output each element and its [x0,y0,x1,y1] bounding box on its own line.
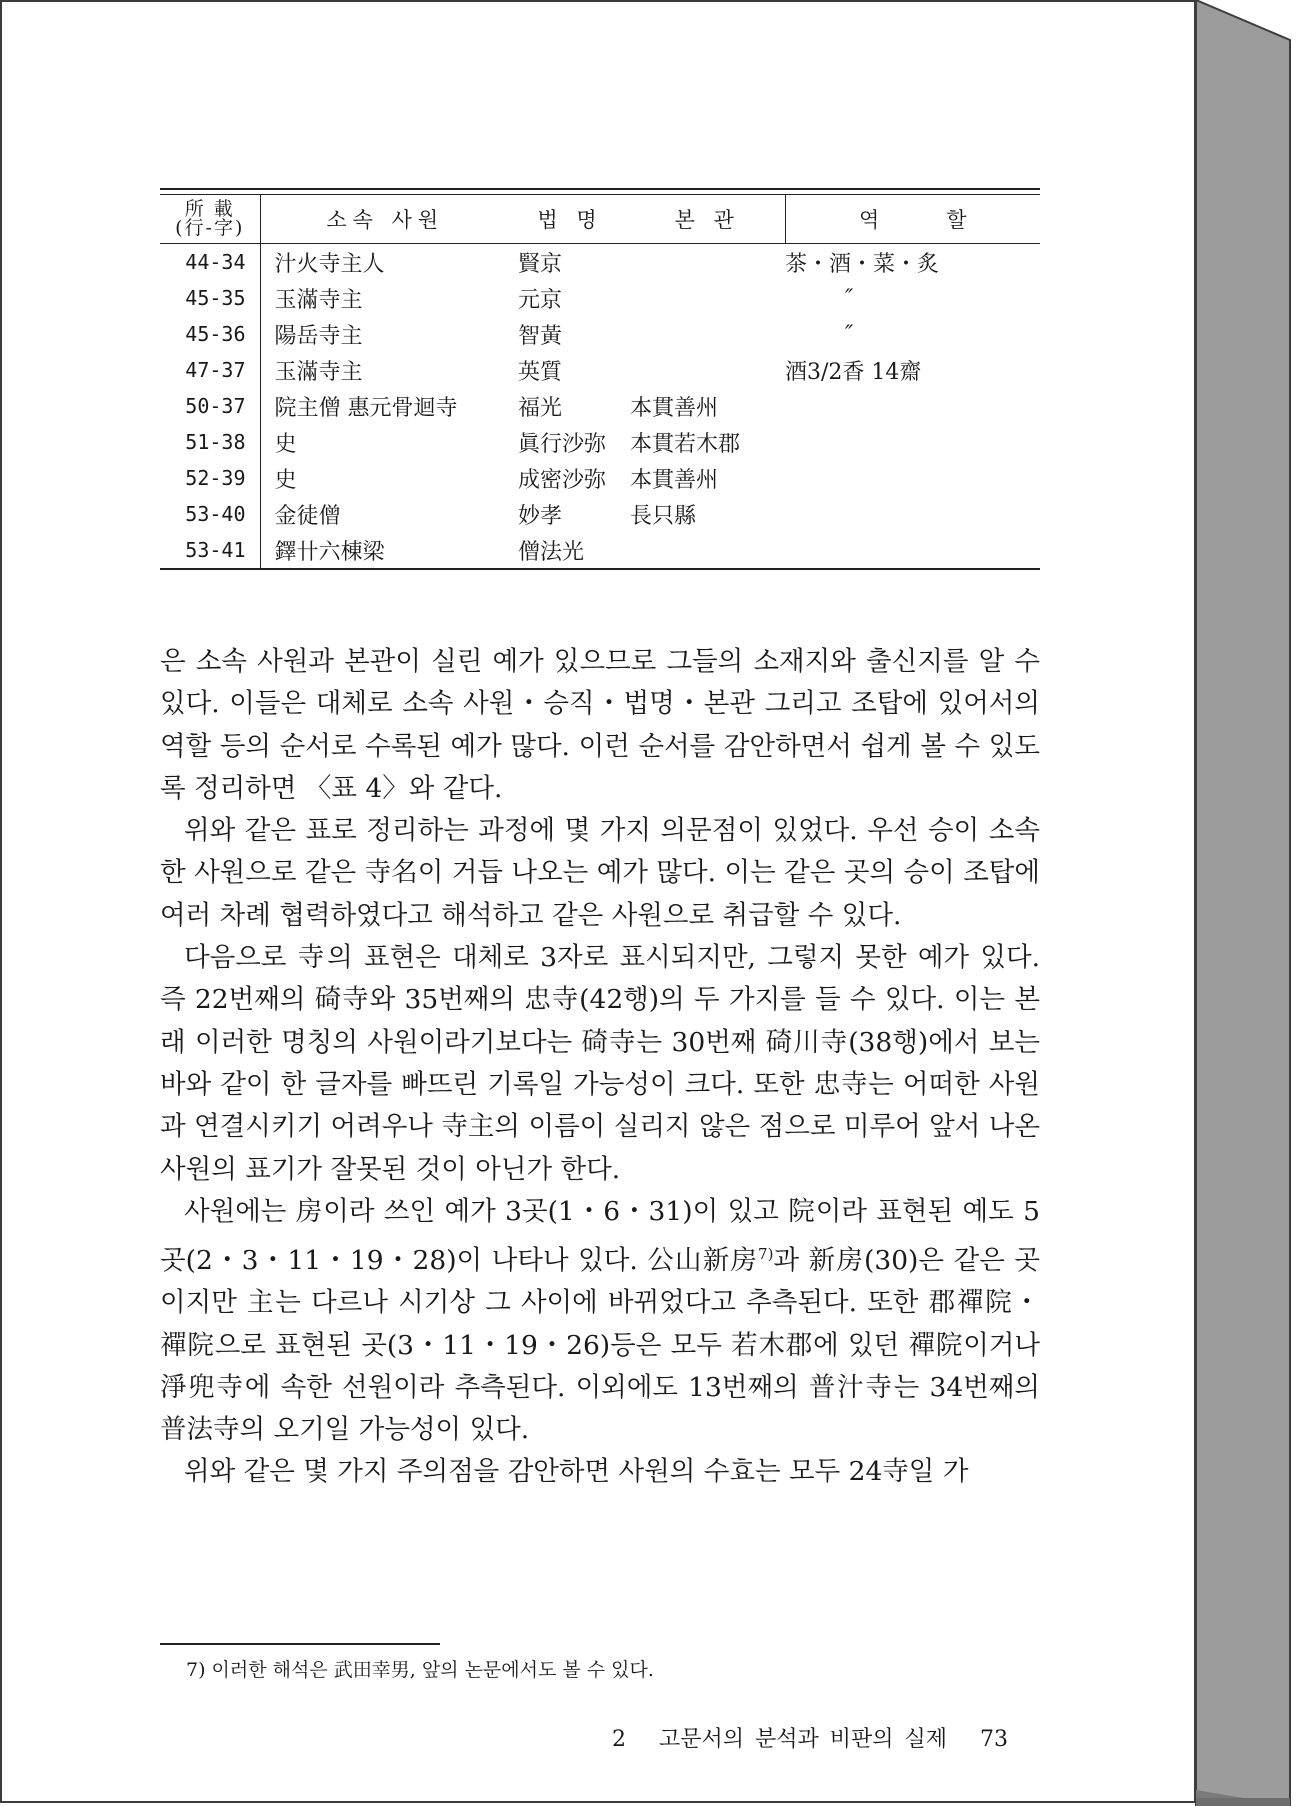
register-table [160,188,1040,570]
cell-role [785,496,1040,532]
cell-location: 52-39 [160,460,260,496]
cell-role [785,532,1040,568]
cell-temple: 玉滿寺主 [274,287,363,313]
table-row [160,532,1040,568]
cell-location: 50-37 [160,388,260,424]
cell-dharma: 妙孝 [518,503,563,529]
cell-dharma: 英質 [518,359,563,385]
cell-location: 44-34 [160,244,260,281]
header-role-a: 역 [858,208,880,232]
cell-temple: 鐸卄六棟梁 [274,539,385,565]
cell-location: 47-37 [160,352,260,388]
table-row [160,460,1040,496]
cell-role [785,388,1040,424]
paragraph-3: 다음으로 寺의 표현은 대체로 3자로 표시되지만, 그렇지 못한 예가 있다. 즉 22번째의 碕寺와 35번째의 忠寺(42행)의 두 가지를 들 수 있다. 이는 본래 이러한 명칭의 사원이라기보다는 碕寺는 30번째 碕川寺(38행)에서 보는 바와 같이 한 글자를 빠뜨린 기록일 가능성이 크다. 또한 忠寺는 어떠한 사원과 연결시키기 어려우나 寺主의 이름이 실리지 않은 점으로 미루어 앞서 나온 사원의 표기가 잘못된 것이 아닌가 한다. [160,942,1040,1185]
header-temple: 소속 사원 [260,195,510,244]
cell-dharma: 成密沙弥 [518,467,607,493]
header-role [785,195,1040,244]
cell-origin [630,244,785,281]
cell-dharma: 眞行沙弥 [518,431,607,457]
page-number: 73 [979,1727,1008,1752]
footer-title: 고문서의 분석과 비판의 실제 [658,1727,947,1752]
cell-temple: 玉滿寺主 [274,359,363,385]
cell-temple: 史 [274,431,297,457]
header-dharma-name: 법 명 [510,195,630,244]
cell-role [785,460,1040,496]
header-location [160,195,260,244]
cell-location: 51-38 [160,424,260,460]
table-bottom-rule [160,568,1040,570]
cell-dharma: 賢京 [518,251,563,277]
paragraph-4-part-a: 사원에는 房이라 쓰인 예가 3곳(1・6・31)이 있고 院이라 표현된 예도 5곳(2・3・11・19・28)이 나타나 있다. 公山新房 [160,1195,1040,1276]
body-text [160,641,1040,1494]
table-top-rule [160,188,1040,195]
cell-role: 茶・酒・菜・炙 [785,251,940,277]
header-role-b: 할 [946,208,967,232]
cell-origin [630,280,785,316]
paragraph-4-part-b: 과 新房(30)은 같은 곳이지만 主는 다르나 시기상 그 사이에 바뀌었다고 추측된다. 또한 郡禪院・禪院으로 표현된 곳(3・11・19・26)등은 모두 若木郡에 있던 禪院이거나 淨兜寺에 속한 선원이라 추측된다. 이외에도 13번째의 普汁寺는 34번째의 普法寺의 오기일 가능성이 있다. [160,1244,1040,1446]
footnote-rule [160,1643,440,1645]
paragraph-2: 위와 같은 표로 정리하는 과정에 몇 가지 의문점이 있었다. 우선 승이 소속한 사원으로 같은 寺名이 거듭 나오는 예가 많다. 이는 같은 곳의 승이 조탑에 여러 차례 협력하였다고 해석하고 같은 사원으로 취급할 수 있다. [160,815,1040,931]
cell-location: 45-36 [160,316,260,352]
cell-origin: 長只縣 [630,503,697,529]
header-location-line1: 所 載 [184,198,235,220]
header-location-line2: (行-字) [175,217,245,239]
running-footer [612,1722,1008,1753]
cell-role: ″ [845,285,854,311]
table-row [160,424,1040,460]
cell-origin: 本貫善州 [630,467,719,493]
table-row [160,244,1040,281]
cell-location: 45-35 [160,280,260,316]
cell-dharma: 智黃 [518,323,563,349]
cell-temple: 史 [274,467,297,493]
cell-temple: 院主僧 惠元骨迴寺 [274,395,458,421]
monk-register-table [160,195,1040,568]
footer-chapter: 2 [612,1727,626,1752]
paragraph-5: 위와 같은 몇 가지 주의점을 감안하면 사원의 수효는 모두 24寺일 가 [184,1456,969,1488]
paragraph-4 [160,1191,1040,1452]
cell-origin [630,532,785,568]
table-header-row [160,195,1040,244]
cell-dharma: 僧法光 [518,539,585,565]
header-origin: 본 관 [630,195,785,244]
table-row [160,388,1040,424]
footnote: 7) 이러한 해석은 武田幸男, 앞의 논문에서도 볼 수 있다. [186,1659,654,1681]
cell-location: 53-41 [160,532,260,568]
table-row [160,496,1040,532]
cell-dharma: 元京 [518,287,563,313]
cell-role [785,424,1040,460]
paragraph-1: 은 소속 사원과 본관이 실린 예가 있으므로 그들의 소재지와 출신지를 알 수 있다. 이들은 대체로 소속 사원・승직・법명・본관 그리고 조탑에 있어서의 역할 등의 순서로 수록된 예가 많다. 이런 순서를 감안하면서 쉽게 볼 수 있도록 정리하면 〈표 4〉와 같다. [160,646,1040,804]
cell-location: 53-40 [160,496,260,532]
footnote-ref: 7) [758,1245,774,1264]
cell-role: 酒3/2香 14齋 [785,359,922,385]
cell-role: ″ [845,321,854,347]
cell-origin: 本貫善州 [630,395,719,421]
cell-temple: 陽岳寺主 [274,323,363,349]
cell-dharma: 福光 [518,395,563,421]
table-row [160,352,1040,388]
cell-origin [630,352,785,388]
cell-temple: 汁火寺主人 [274,251,385,277]
table-row [160,280,1040,316]
cell-origin [630,316,785,352]
cell-temple: 金徒僧 [274,503,341,529]
cell-origin: 本貫若木郡 [630,431,741,457]
table-row [160,316,1040,352]
